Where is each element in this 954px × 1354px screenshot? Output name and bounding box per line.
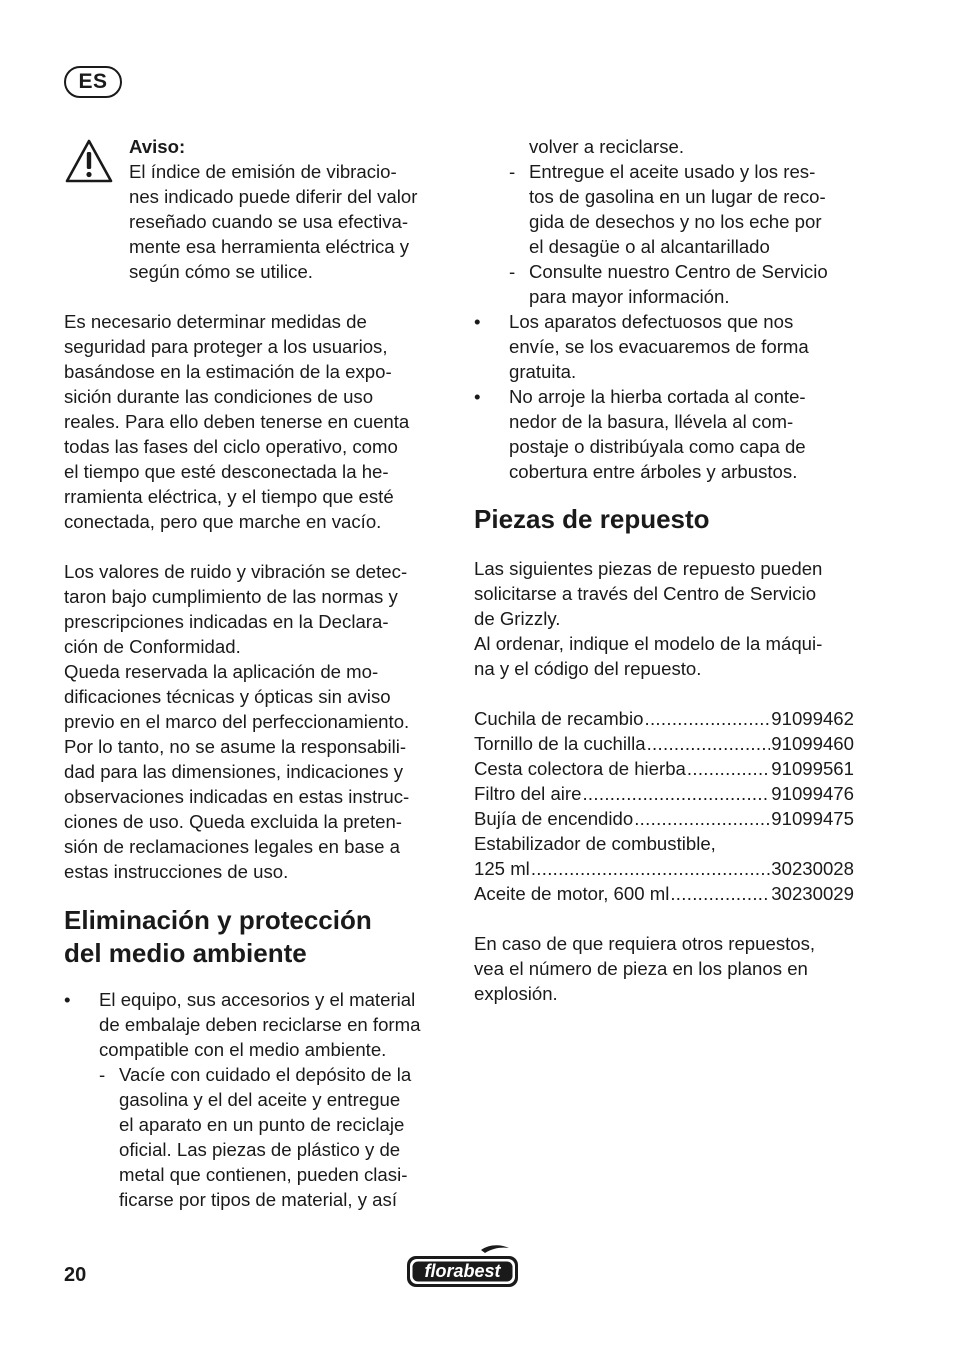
text-line: ficarse por tipos de material, y así (119, 1189, 397, 1210)
text-line: volver a reciclarse. (529, 136, 684, 157)
leader-dots (647, 731, 771, 756)
text-line: Los aparatos defectuosos que nos (509, 311, 794, 332)
text-line: tos de gasolina en un lugar de reco- (529, 186, 826, 207)
text-line: nedor de la basura, llévela al com- (509, 411, 794, 432)
language-badge: ES (64, 66, 122, 98)
parts-row (474, 756, 854, 781)
text-line: Consulte nuestro Centro de Servicio (529, 261, 828, 282)
section-heading-spare-parts: Piezas de repuesto (474, 504, 710, 534)
text-line: Es necesario determinar medidas de (64, 311, 367, 332)
text-line: ción de Conformidad. (64, 636, 241, 657)
florabest-logo (405, 1244, 521, 1290)
part-code: 91099460 (771, 733, 854, 754)
part-code: 91099475 (771, 808, 854, 829)
bullet-icon: • (474, 386, 481, 407)
sub-list-item (509, 259, 874, 309)
text-line: reales. Para ello deben tenerse en cuenta (64, 411, 410, 432)
text-line: reseñado cuando se usa efectiva- (129, 211, 409, 232)
part-name: 125 ml (474, 858, 530, 879)
part-name: Tornillo de la cuchilla (474, 733, 646, 754)
parts-row (474, 706, 854, 731)
text-line: prescripciones indicadas en la Declara- (64, 611, 389, 632)
text-line: Entregue el aceite usado y los res- (529, 161, 816, 182)
leader-dots (634, 806, 770, 831)
text-line: sición durante las condiciones de uso (64, 386, 374, 407)
text-line: Al ordenar, indique el modelo de la máqui- (474, 633, 823, 654)
text-line: previo en el marco del perfeccionamiento. (64, 711, 410, 732)
part-code: 91099476 (771, 783, 854, 804)
text-line: de Grizzly. (474, 608, 561, 629)
text-line: vea el número de pieza en los planos en (474, 958, 808, 979)
text-line: El índice de emisión de vibracio- (129, 161, 397, 182)
text-line: explosión. (474, 983, 558, 1004)
part-code: 91099561 (771, 758, 854, 779)
text-line: No arroje la hierba cortada al conte- (509, 386, 806, 407)
text-line: envíe, se los evacuaremos de forma (509, 336, 809, 357)
warning-block (64, 134, 454, 284)
text-line: Vacíe con cuidado el depósito de la (119, 1064, 412, 1085)
text-line: seguridad para proteger a los usuarios, (64, 336, 388, 357)
sub-list-item (509, 159, 874, 259)
parts-row (474, 856, 854, 881)
text-line: dad para las dimensiones, indicaciones y (64, 761, 404, 782)
text-line: En caso de que requiera otros repuestos, (474, 933, 816, 954)
part-code: 30230029 (771, 883, 854, 904)
text-line: observaciones indicadas en estas instruc- (64, 786, 410, 807)
bullet-icon: • (474, 311, 481, 332)
part-name: Aceite de motor, 600 ml (474, 883, 670, 904)
text-line: mente esa herramienta eléctrica y (129, 236, 410, 257)
text-line: Los valores de ruido y vibración se detec- (64, 561, 408, 582)
svg-text:florabest: florabest (424, 1261, 501, 1281)
list-item (474, 309, 874, 384)
text-line: de embalaje deben reciclarse en forma (99, 1014, 421, 1035)
parts-row (474, 881, 854, 906)
noise-vibration-paragraph (64, 559, 454, 884)
text-line: compatible con el medio ambiente. (99, 1039, 387, 1060)
heading-line: del medio ambiente (64, 938, 307, 968)
text-line: oficial. Las piezas de plástico y de (119, 1139, 401, 1160)
page-number: 20 (64, 1264, 87, 1286)
text-line: gratuita. (509, 361, 577, 382)
list-item (474, 384, 874, 484)
text-line: gasolina y el del aceite y entregue (119, 1089, 401, 1110)
sub-list-item (99, 1062, 454, 1212)
text-line: Las siguientes piezas de repuesto pueden (474, 558, 823, 579)
text-line: dificaciones técnicas y ópticas sin aviso (64, 686, 391, 707)
text-line: conectada, pero que marche en vacío. (64, 511, 382, 532)
leader-dots (645, 706, 771, 731)
parts-row (474, 781, 854, 806)
heading-line: Eliminación y protección (64, 905, 372, 935)
other-parts-paragraph (474, 931, 874, 1006)
sub-list-item-continued (509, 134, 874, 159)
warning-text (129, 134, 454, 284)
bullet-icon: • (64, 989, 71, 1010)
text-line: postaje o distribúyala como capa de (509, 436, 806, 457)
section-heading-disposal (64, 904, 454, 970)
text-line: para mayor información. (529, 286, 730, 307)
warning-title: Aviso: (129, 136, 186, 157)
part-code: 91099462 (771, 708, 854, 729)
text-line: el tiempo que esté desconectada la he- (64, 461, 389, 482)
safety-paragraph (64, 309, 454, 534)
text-line: el aparato en un punto de reciclaje (119, 1114, 405, 1135)
text-line: sión de reclamaciones legales en base a (64, 836, 400, 857)
text-line: ciones de uso. Queda excluida la preten- (64, 811, 403, 832)
text-line: rramienta eléctrica, y el tiempo que esté (64, 486, 394, 507)
left-column (64, 134, 454, 1212)
parts-row (474, 731, 854, 756)
spare-parts-intro (474, 556, 874, 681)
text-line: na y el código del repuesto. (474, 658, 702, 679)
text-line: según cómo se utilice. (129, 261, 313, 282)
part-name: Estabilizador de combustible, (474, 833, 716, 854)
text-line: gida de desechos y no los eche por (529, 211, 822, 232)
part-name: Cesta colectora de hierba (474, 758, 686, 779)
part-name: Filtro del aire (474, 783, 582, 804)
part-name: Bujía de encendido (474, 808, 634, 829)
leader-dots (670, 881, 770, 906)
warning-triangle-icon (64, 138, 114, 184)
text-line: Por lo tanto, no se asume la responsabili- (64, 736, 407, 757)
text-line: El equipo, sus accesorios y el material (99, 989, 416, 1010)
dash-icon: - (99, 1064, 106, 1085)
leader-dots (582, 781, 770, 806)
text-line: solicitarse a través del Centro de Servicio (474, 583, 817, 604)
text-line: metal que contienen, pueden clasi- (119, 1164, 408, 1185)
text-line: taron bajo cumplimiento de las normas y (64, 586, 398, 607)
leader-dots (531, 856, 770, 881)
parts-list (474, 706, 874, 906)
text-line: basándose en la estimación de la expo- (64, 361, 392, 382)
text-line: Queda reservada la aplicación de mo- (64, 661, 379, 682)
parts-row (474, 806, 854, 831)
part-name: Cuchila de recambio (474, 708, 644, 729)
right-column (474, 134, 874, 1006)
text-line: cobertura entre árboles y arbustos. (509, 461, 798, 482)
leader-dots (687, 756, 770, 781)
text-line: estas instrucciones de uso. (64, 861, 289, 882)
dash-icon: - (509, 261, 516, 282)
text-line: el desagüe o al alcantarillado (529, 236, 770, 257)
text-line: nes indicado puede diferir del valor (129, 186, 418, 207)
part-code: 30230028 (771, 858, 854, 879)
list-item (64, 987, 454, 1212)
text-line: todas las fases del ciclo operativo, como (64, 436, 398, 457)
dash-icon: - (509, 161, 516, 182)
